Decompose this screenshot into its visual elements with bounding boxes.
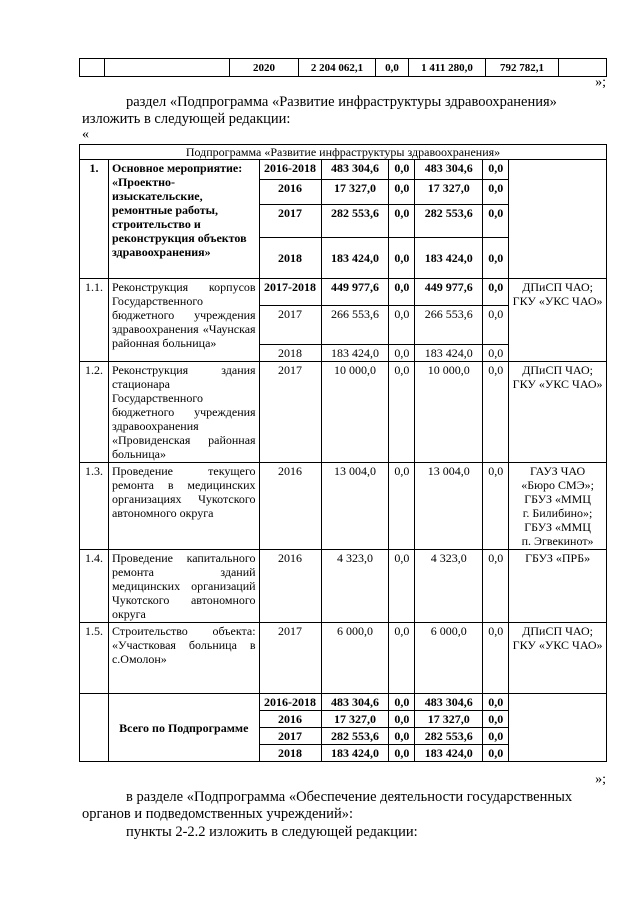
executor-line: ГБУЗ «ММЦ [524, 520, 591, 534]
executor-cell: ДПиСП ЧАО; ГКУ «УКС ЧАО» [509, 362, 607, 463]
row-number: 1.3. [80, 463, 109, 550]
value-cell: 792 782,1 [486, 59, 559, 77]
table-row [80, 550, 607, 623]
row-number: 1.1. [80, 279, 109, 362]
total-cell: 4 323,0 [321, 550, 389, 623]
row-number: 1. [80, 160, 109, 279]
total-cell: 449 977,6 [321, 279, 389, 306]
year-cell: 2017 [259, 623, 321, 694]
year-cell: 2020 [230, 59, 299, 77]
subprogram-table [79, 144, 607, 762]
row-number: 1.2. [80, 362, 109, 463]
value-cell: 0,0 [389, 728, 415, 745]
value-cell: 0,0 [389, 160, 415, 180]
value-cell: 0,0 [483, 345, 509, 362]
empty-cell [559, 59, 607, 77]
year-cell: 2017 [259, 362, 321, 463]
value-cell: 0,0 [483, 745, 509, 762]
closing-quote: »; [595, 75, 606, 90]
value-cell: 0,0 [389, 711, 415, 728]
executor-cell [509, 463, 607, 550]
value-cell: 0,0 [389, 550, 415, 623]
activity-label: Проведение текущего ремонта в медицинских организациях Чукотского автономного округа [108, 463, 259, 550]
table-row [80, 362, 607, 463]
executor-line: г. Билибино»; [522, 506, 593, 520]
executor-line: ГБУЗ «ММЦ [524, 492, 591, 506]
executor-cell [509, 160, 607, 279]
value-cell: 266 553,6 [415, 306, 483, 345]
table-row [80, 694, 607, 711]
total-cell: 183 424,0 [321, 345, 389, 362]
value-cell: 0,0 [483, 711, 509, 728]
paragraph-line: органов и подведомственных учреждений»: [82, 806, 353, 822]
value-cell: 0,0 [483, 728, 509, 745]
value-cell: 0,0 [389, 306, 415, 345]
year-cell: 2018 [259, 345, 321, 362]
value-cell: 0,0 [483, 279, 509, 306]
value-cell: 183 424,0 [415, 745, 483, 762]
value-cell: 0,0 [389, 345, 415, 362]
top-continuation-table [79, 58, 607, 77]
year-cell: 2016 [259, 180, 321, 205]
closing-quote: »; [595, 772, 606, 787]
value-cell: 0,0 [389, 694, 415, 711]
value-cell: 0,0 [389, 623, 415, 694]
empty-cell [105, 59, 230, 77]
value-cell: 0,0 [389, 745, 415, 762]
value-cell: 0,0 [483, 550, 509, 623]
paragraph-line: пункты 2-2.2 изложить в следующей редакции: [126, 824, 418, 840]
row-number: 1.5. [80, 623, 109, 694]
executor-cell [509, 694, 607, 762]
subprogram-title: Подпрограмма «Развитие инфраструктуры здравоохранения» [80, 145, 607, 160]
year-cell: 2017-2018 [259, 279, 321, 306]
table-row [80, 623, 607, 694]
total-cell: 10 000,0 [321, 362, 389, 463]
total-cell: 183 424,0 [321, 745, 389, 762]
value-cell: 0,0 [483, 205, 509, 238]
value-cell: 0,0 [389, 463, 415, 550]
total-cell: 282 553,6 [321, 205, 389, 238]
activity-label: Строительство объекта: «Участковая больница в с.Омолон» [108, 623, 259, 694]
value-cell: 0,0 [483, 362, 509, 463]
value-cell: 0,0 [389, 279, 415, 306]
value-cell: 0,0 [483, 463, 509, 550]
value-cell: 1 411 280,0 [409, 59, 486, 77]
value-cell: 282 553,6 [415, 728, 483, 745]
total-cell: 17 327,0 [321, 711, 389, 728]
total-cell: 17 327,0 [321, 180, 389, 205]
table-header-row [80, 145, 607, 160]
executor-line: ГАУЗ ЧАО [530, 464, 586, 478]
value-cell: 0,0 [389, 205, 415, 238]
year-cell: 2016-2018 [259, 160, 321, 180]
total-cell: 282 553,6 [321, 728, 389, 745]
paragraph-line: изложить в следующей редакции: [82, 111, 291, 127]
value-cell: 17 327,0 [415, 180, 483, 205]
value-cell: 282 553,6 [415, 205, 483, 238]
year-cell: 2016 [259, 550, 321, 623]
total-cell: 2 204 062,1 [299, 59, 376, 77]
value-cell: 0,0 [389, 238, 415, 279]
year-cell: 2018 [259, 238, 321, 279]
value-cell: 0,0 [389, 180, 415, 205]
value-cell: 183 424,0 [415, 345, 483, 362]
total-cell: 183 424,0 [321, 238, 389, 279]
value-cell: 0,0 [483, 694, 509, 711]
table-row [80, 160, 607, 180]
executor-cell: ГБУЗ «ПРБ» [509, 550, 607, 623]
value-cell: 483 304,6 [415, 160, 483, 180]
value-cell: 0,0 [483, 180, 509, 205]
year-cell: 2017 [259, 205, 321, 238]
year-cell: 2016 [259, 463, 321, 550]
value-cell: 13 004,0 [415, 463, 483, 550]
total-cell: 266 553,6 [321, 306, 389, 345]
opening-quote: « [82, 127, 89, 142]
value-cell: 0,0 [483, 306, 509, 345]
year-cell: 2016-2018 [259, 694, 321, 711]
activity-label: Проведение капитального ремонта зданий медицинских организаций Чукотского автономного округа [108, 550, 259, 623]
empty-cell [80, 694, 109, 762]
value-cell: 483 304,6 [415, 694, 483, 711]
value-cell: 0,0 [376, 59, 409, 77]
year-cell: 2017 [259, 306, 321, 345]
total-cell: 483 304,6 [321, 160, 389, 180]
total-label: Всего по Подпрограмме [108, 694, 259, 762]
activity-label: Реконструкция здания стационара Государственного бюджетного учреждения здравоохранения «Провиденская районная больница» [108, 362, 259, 463]
value-cell: 449 977,6 [415, 279, 483, 306]
row-number: 1.4. [80, 550, 109, 623]
activity-label: Реконструкция корпусов Государственного бюджетного учреждения здравоохранения «Чаунская районная больница» [108, 279, 259, 362]
executor-cell: ДПиСП ЧАО; ГКУ «УКС ЧАО» [509, 623, 607, 694]
table-row [80, 59, 607, 77]
table-row [80, 279, 607, 306]
empty-cell [80, 59, 105, 77]
value-cell: 0,0 [389, 362, 415, 463]
value-cell: 6 000,0 [415, 623, 483, 694]
paragraph-line: в разделе «Подпрограмма «Обеспечение деятельности государственных [126, 789, 573, 805]
executor-line: «Бюро СМЭ»; [521, 478, 594, 492]
year-cell: 2018 [259, 745, 321, 762]
total-cell: 13 004,0 [321, 463, 389, 550]
value-cell: 10 000,0 [415, 362, 483, 463]
table-row [80, 463, 607, 550]
total-cell: 6 000,0 [321, 623, 389, 694]
value-cell: 0,0 [483, 160, 509, 180]
value-cell: 4 323,0 [415, 550, 483, 623]
value-cell: 0,0 [483, 623, 509, 694]
value-cell: 0,0 [483, 238, 509, 279]
paragraph-line: раздел «Подпрограмма «Развитие инфраструктуры здравоохранения» [126, 94, 557, 110]
executor-line: п. Эгвекинот» [521, 534, 594, 548]
year-cell: 2016 [259, 711, 321, 728]
value-cell: 183 424,0 [415, 238, 483, 279]
activity-label: Основное мероприятие: «Проектно-изыскательские, ремонтные работы, строительство и реконструкция объектов здравоохранения» [108, 160, 259, 279]
year-cell: 2017 [259, 728, 321, 745]
value-cell: 17 327,0 [415, 711, 483, 728]
total-cell: 483 304,6 [321, 694, 389, 711]
executor-cell: ДПиСП ЧАО; ГКУ «УКС ЧАО» [509, 279, 607, 362]
